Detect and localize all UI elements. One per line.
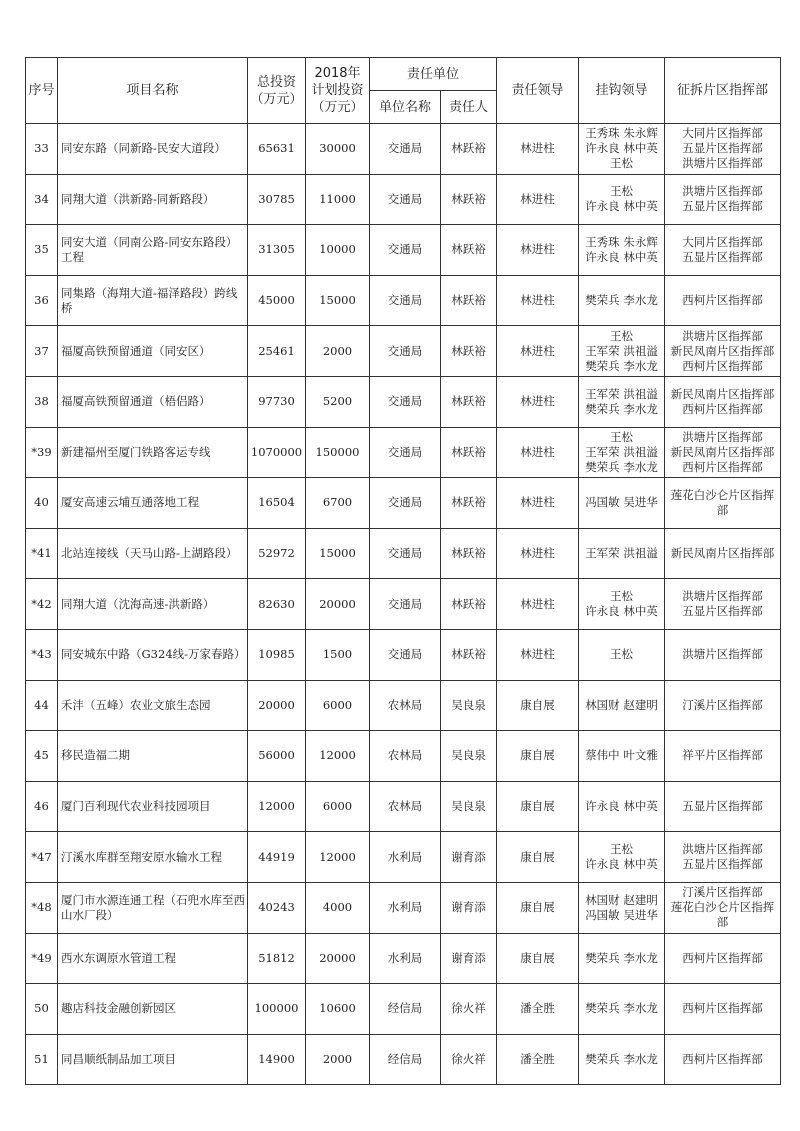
cell-unit-name: 交通局 [370,225,441,276]
cell-seq: 34 [26,174,58,225]
cell-unit-name: 农林局 [370,781,441,832]
cell-person: 林跃裕 [441,124,497,175]
cell-total-investment: 52972 [248,528,306,579]
cell-total-investment: 65631 [248,124,306,175]
cell-project-name: 禾沣（五峰）农业文旅生态园 [58,680,248,731]
cell-person: 林跃裕 [441,528,497,579]
cell-command: 汀溪片区指挥部 [665,680,781,731]
cell-unit-name: 交通局 [370,124,441,175]
cell-command: 汀溪片区指挥部 莲花白沙仑片区指挥部 [665,882,781,933]
cell-responsible-leader: 康自展 [497,832,579,883]
cell-project-name: 北站连接线（天马山路-上湖路段） [58,528,248,579]
table-row [26,832,781,883]
cell-hook-leader: 蔡伟中 叶文雅 [579,731,665,782]
cell-project-name: 同集路（海翔大道-福泽路段）跨线桥 [58,275,248,326]
cell-hook-leader: 王松 许永良 林中英 [579,174,665,225]
table-row [26,275,781,326]
cell-hook-leader: 林国财 赵建明 冯国敏 吴进华 [579,882,665,933]
cell-person: 林跃裕 [441,427,497,478]
cell-person: 林跃裕 [441,629,497,680]
cell-person: 徐火祥 [441,1034,497,1085]
cell-total-investment: 51812 [248,933,306,984]
cell-project-name: 移民造福二期 [58,731,248,782]
cell-person: 林跃裕 [441,326,497,377]
cell-hook-leader: 许永良 林中英 [579,781,665,832]
cell-hook-leader: 王秀珠 朱永辉 许永良 林中英 [579,225,665,276]
cell-responsible-leader: 林进柱 [497,478,579,529]
cell-project-name: 同安东路（同新路-民安大道段） [58,124,248,175]
cell-total-investment: 25461 [248,326,306,377]
cell-unit-name: 交通局 [370,579,441,630]
table-row [26,478,781,529]
cell-seq: 37 [26,326,58,377]
cell-command: 洪塘片区指挥部 五显片区指挥部 [665,832,781,883]
cell-person: 林跃裕 [441,174,497,225]
table-row [26,933,781,984]
cell-command: 洪塘片区指挥部 新民凤南片区指挥部 西柯片区指挥部 [665,326,781,377]
cell-seq: *41 [26,528,58,579]
table-row [26,680,781,731]
cell-command: 洪塘片区指挥部 五显片区指挥部 [665,579,781,630]
cell-project-name: 厦门百利现代农业科技园项目 [58,781,248,832]
cell-command: 五显片区指挥部 [665,781,781,832]
cell-project-name: 同翔大道（沈海高速-洪新路） [58,579,248,630]
cell-command: 大同片区指挥部 五显片区指挥部 [665,225,781,276]
header-person: 责任人 [441,91,497,124]
cell-total-investment: 30785 [248,174,306,225]
cell-total-investment: 1070000 [248,427,306,478]
cell-project-name: 汀溪水库群至翔安原水输水工程 [58,832,248,883]
cell-person: 吴良泉 [441,731,497,782]
cell-person: 吴良泉 [441,781,497,832]
cell-seq: 36 [26,275,58,326]
cell-seq: 46 [26,781,58,832]
cell-seq: *39 [26,427,58,478]
cell-plan-investment: 12000 [306,731,370,782]
cell-command: 西柯片区指挥部 [665,1034,781,1085]
cell-seq: 33 [26,124,58,175]
cell-project-name: 同安大道（同南公路-同安东路段）工程 [58,225,248,276]
table-row [26,174,781,225]
cell-person: 吴良泉 [441,680,497,731]
cell-seq: 40 [26,478,58,529]
cell-hook-leader: 王松 王军荣 洪祖溢 樊荣兵 李水龙 [579,427,665,478]
cell-command: 莲花白沙仑片区指挥部 [665,478,781,529]
cell-plan-investment: 6000 [306,781,370,832]
cell-responsible-leader: 林进柱 [497,528,579,579]
cell-total-investment: 44919 [248,832,306,883]
cell-command: 洪塘片区指挥部 新民凤南片区指挥部 西柯片区指挥部 [665,427,781,478]
cell-unit-name: 经信局 [370,1034,441,1085]
cell-command: 祥平片区指挥部 [665,731,781,782]
cell-hook-leader: 樊荣兵 李水龙 [579,933,665,984]
cell-total-investment: 40243 [248,882,306,933]
cell-plan-investment: 6000 [306,680,370,731]
table-row [26,781,781,832]
cell-hook-leader: 冯国敏 吴进华 [579,478,665,529]
header-total-investment: 总投资 （万元） [248,58,306,124]
cell-unit-name: 水利局 [370,933,441,984]
header-command: 征拆片区指挥部 [665,58,781,124]
cell-plan-investment: 20000 [306,579,370,630]
cell-plan-investment: 5200 [306,376,370,427]
cell-responsible-leader: 康自展 [497,680,579,731]
cell-responsible-leader: 林进柱 [497,326,579,377]
cell-project-name: 厦安高速云埔互通落地工程 [58,478,248,529]
cell-responsible-leader: 康自展 [497,933,579,984]
cell-unit-name: 交通局 [370,478,441,529]
cell-plan-investment: 30000 [306,124,370,175]
cell-person: 林跃裕 [441,225,497,276]
cell-unit-name: 交通局 [370,427,441,478]
cell-command: 洪塘片区指挥部 [665,629,781,680]
cell-responsible-leader: 林进柱 [497,174,579,225]
cell-project-name: 福厦高铁预留通道（梧侣路） [58,376,248,427]
cell-seq: *49 [26,933,58,984]
project-table-page [25,57,780,1085]
cell-responsible-leader: 康自展 [497,731,579,782]
cell-responsible-leader: 林进柱 [497,225,579,276]
header-hook-leader: 挂钩领导 [579,58,665,124]
cell-hook-leader: 王松 许永良 林中英 [579,832,665,883]
cell-project-name: 同翔大道（洪新路-同新路段） [58,174,248,225]
cell-hook-leader: 樊荣兵 李水龙 [579,984,665,1035]
table-row [26,731,781,782]
cell-hook-leader: 林国财 赵建明 [579,680,665,731]
cell-hook-leader: 王松 王军荣 洪祖溢 樊荣兵 李水龙 [579,326,665,377]
cell-command: 大同片区指挥部 五显片区指挥部 洪塘片区指挥部 [665,124,781,175]
cell-unit-name: 交通局 [370,326,441,377]
table-row [26,1034,781,1085]
cell-person: 林跃裕 [441,275,497,326]
cell-unit-name: 交通局 [370,376,441,427]
cell-total-investment: 16504 [248,478,306,529]
cell-project-name: 新建福州至厦门铁路客运专线 [58,427,248,478]
cell-total-investment: 82630 [248,579,306,630]
header-plan-investment: 2018年 计划投资 （万元） [306,58,370,124]
cell-plan-investment: 10600 [306,984,370,1035]
cell-command: 新民凤南片区指挥部 西柯片区指挥部 [665,376,781,427]
cell-unit-name: 水利局 [370,882,441,933]
cell-responsible-leader: 林进柱 [497,579,579,630]
cell-person: 林跃裕 [441,478,497,529]
cell-plan-investment: 15000 [306,528,370,579]
cell-responsible-leader: 林进柱 [497,376,579,427]
cell-plan-investment: 10000 [306,225,370,276]
header-project-name: 项目名称 [58,58,248,124]
cell-total-investment: 14900 [248,1034,306,1085]
cell-plan-investment: 11000 [306,174,370,225]
cell-project-name: 趣店科技金融创新园区 [58,984,248,1035]
cell-unit-name: 交通局 [370,629,441,680]
cell-total-investment: 97730 [248,376,306,427]
cell-person: 徐火祥 [441,984,497,1035]
table-row [26,882,781,933]
table-row [26,225,781,276]
table-row [26,124,781,175]
cell-unit-name: 农林局 [370,731,441,782]
cell-hook-leader: 王军荣 洪祖溢 樊荣兵 李水龙 [579,376,665,427]
cell-project-name: 西水东调原水管道工程 [58,933,248,984]
cell-seq: 45 [26,731,58,782]
cell-seq: 50 [26,984,58,1035]
cell-responsible-leader: 潘全胜 [497,984,579,1035]
cell-plan-investment: 4000 [306,882,370,933]
cell-person: 林跃裕 [441,579,497,630]
table-row [26,629,781,680]
header-unit-name: 单位名称 [370,91,441,124]
cell-total-investment: 100000 [248,984,306,1035]
table-header [26,58,781,124]
cell-plan-investment: 150000 [306,427,370,478]
cell-responsible-leader: 康自展 [497,882,579,933]
cell-hook-leader: 王松 许永良 林中英 [579,579,665,630]
cell-responsible-leader: 康自展 [497,781,579,832]
table-row [26,579,781,630]
cell-seq: 51 [26,1034,58,1085]
cell-responsible-leader: 林进柱 [497,124,579,175]
cell-responsible-leader: 潘全胜 [497,1034,579,1085]
table-row [26,326,781,377]
cell-total-investment: 10985 [248,629,306,680]
cell-unit-name: 水利局 [370,832,441,883]
cell-responsible-leader: 林进柱 [497,629,579,680]
cell-project-name: 同安城东中路（G324线-万家春路） [58,629,248,680]
table-row [26,376,781,427]
table-row [26,528,781,579]
cell-person: 谢育添 [441,882,497,933]
cell-responsible-leader: 林进柱 [497,427,579,478]
cell-seq: *42 [26,579,58,630]
cell-command: 西柯片区指挥部 [665,933,781,984]
cell-person: 谢育添 [441,933,497,984]
cell-total-investment: 31305 [248,225,306,276]
cell-hook-leader: 王军荣 洪祖溢 [579,528,665,579]
cell-total-investment: 20000 [248,680,306,731]
cell-command: 西柯片区指挥部 [665,984,781,1035]
cell-seq: 38 [26,376,58,427]
cell-responsible-leader: 林进柱 [497,275,579,326]
cell-plan-investment: 2000 [306,326,370,377]
cell-unit-name: 交通局 [370,174,441,225]
cell-project-name: 同昌顺纸制品加工项目 [58,1034,248,1085]
header-responsible-leader: 责任领导 [497,58,579,124]
cell-plan-investment: 2000 [306,1034,370,1085]
cell-seq: 35 [26,225,58,276]
cell-unit-name: 交通局 [370,528,441,579]
header-seq: 序号 [26,58,58,124]
cell-plan-investment: 20000 [306,933,370,984]
cell-total-investment: 12000 [248,781,306,832]
cell-command: 西柯片区指挥部 [665,275,781,326]
cell-plan-investment: 15000 [306,275,370,326]
cell-hook-leader: 王秀珠 朱永辉 许永良 林中英 王松 [579,124,665,175]
cell-unit-name: 交通局 [370,275,441,326]
cell-unit-name: 农林局 [370,680,441,731]
table-body [26,124,781,1085]
header-responsible-unit: 责任单位 [370,58,497,91]
cell-plan-investment: 6700 [306,478,370,529]
table-row [26,984,781,1035]
cell-hook-leader: 樊荣兵 李水龙 [579,1034,665,1085]
cell-project-name: 厦门市水源连通工程（石兜水库至西山水厂段） [58,882,248,933]
cell-unit-name: 经信局 [370,984,441,1035]
cell-project-name: 福厦高铁预留通道（同安区） [58,326,248,377]
cell-total-investment: 56000 [248,731,306,782]
cell-plan-investment: 12000 [306,832,370,883]
cell-seq: *48 [26,882,58,933]
cell-total-investment: 45000 [248,275,306,326]
project-table [25,57,781,1085]
table-row [26,427,781,478]
cell-seq: *43 [26,629,58,680]
cell-seq: *47 [26,832,58,883]
cell-person: 林跃裕 [441,376,497,427]
cell-hook-leader: 樊荣兵 李水龙 [579,275,665,326]
cell-command: 新民凤南片区指挥部 [665,528,781,579]
cell-seq: 44 [26,680,58,731]
cell-command: 洪塘片区指挥部 五显片区指挥部 [665,174,781,225]
cell-plan-investment: 1500 [306,629,370,680]
cell-person: 谢育添 [441,832,497,883]
cell-hook-leader: 王松 [579,629,665,680]
